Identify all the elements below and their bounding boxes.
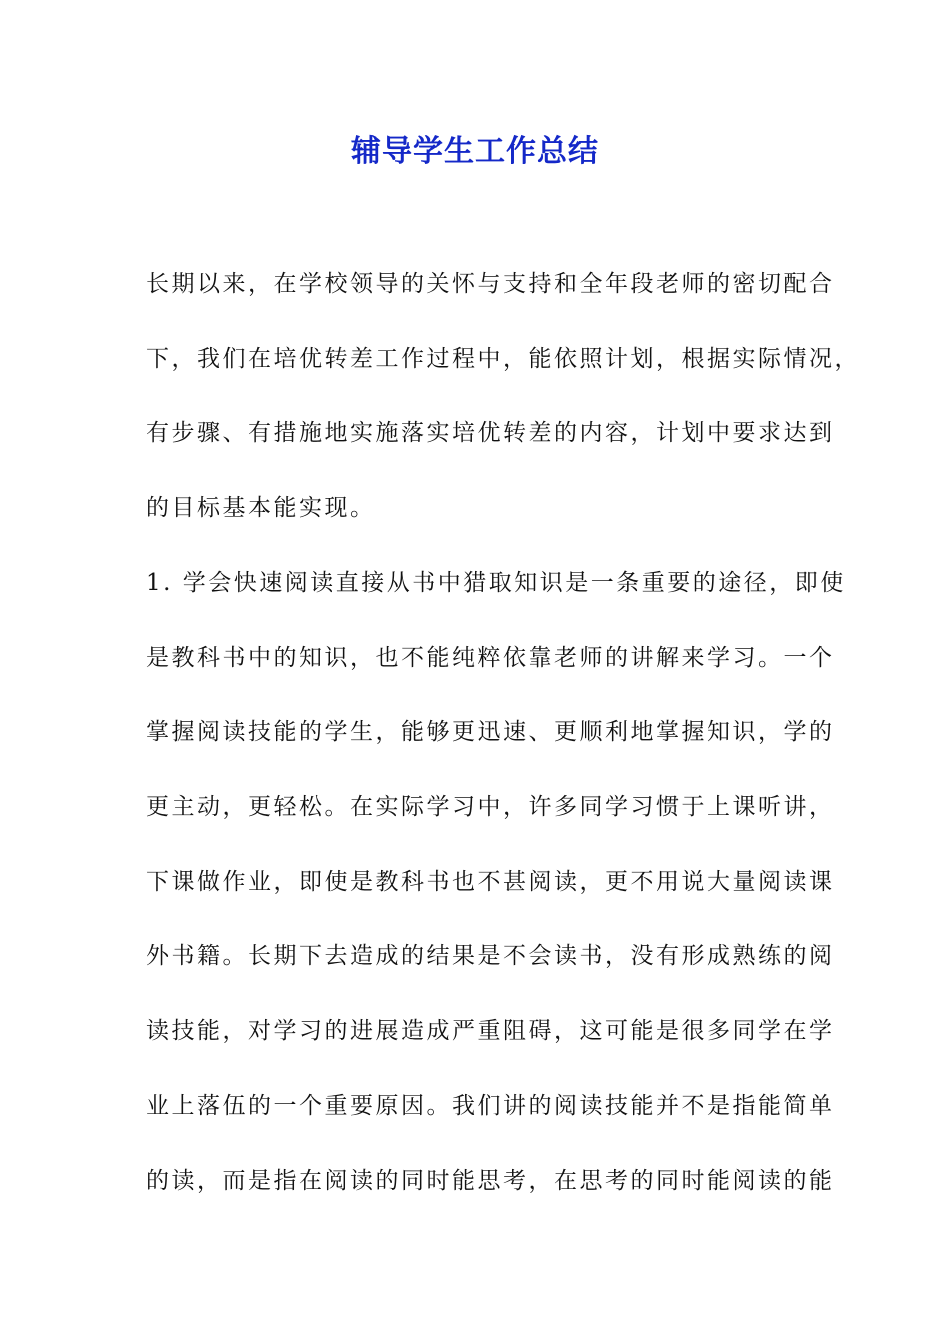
- body-text-line: 掌握阅读技能的学生，能够更迅速、更顺利地掌握知识，学的: [146, 719, 835, 745]
- body-text-line: 外书籍。长期下去造成的结果是不会读书，没有形成熟练的阅: [146, 943, 835, 969]
- body-text-line: 的目标基本能实现。: [146, 495, 376, 521]
- document-title: 辅导学生工作总结: [351, 134, 599, 169]
- body-text-line: 的读，而是指在阅读的同时能思考，在思考的同时能阅读的能: [146, 1168, 835, 1194]
- body-text-line: 更主动，更轻松。在实际学习中，许多同学习惯于上课听讲，: [146, 794, 835, 820]
- body-text-line: 业上落伍的一个重要原因。我们讲的阅读技能并不是指能简单: [146, 1093, 835, 1119]
- body-text-line: 长期以来，在学校领导的关怀与支持和全年段老师的密切配合: [146, 271, 835, 297]
- body-text-line: 有步骤、有措施地实施落实培优转差的内容，计划中要求达到: [146, 420, 835, 446]
- body-text-line: 读技能，对学习的进展造成严重阻碍，这可能是很多同学在学: [146, 1018, 835, 1044]
- body-text-line: 下课做作业，即使是教科书也不甚阅读，更不用说大量阅读课: [146, 869, 835, 895]
- body-text-line: 1. 学会快速阅读直接从书中猎取知识是一条重要的途径，即使: [146, 570, 846, 596]
- body-text-line: 是教科书中的知识，也不能纯粹依靠老师的讲解来学习。一个: [146, 645, 835, 671]
- body-text-line: 下，我们在培优转差工作过程中，能依照计划，根据实际情况，: [146, 346, 860, 372]
